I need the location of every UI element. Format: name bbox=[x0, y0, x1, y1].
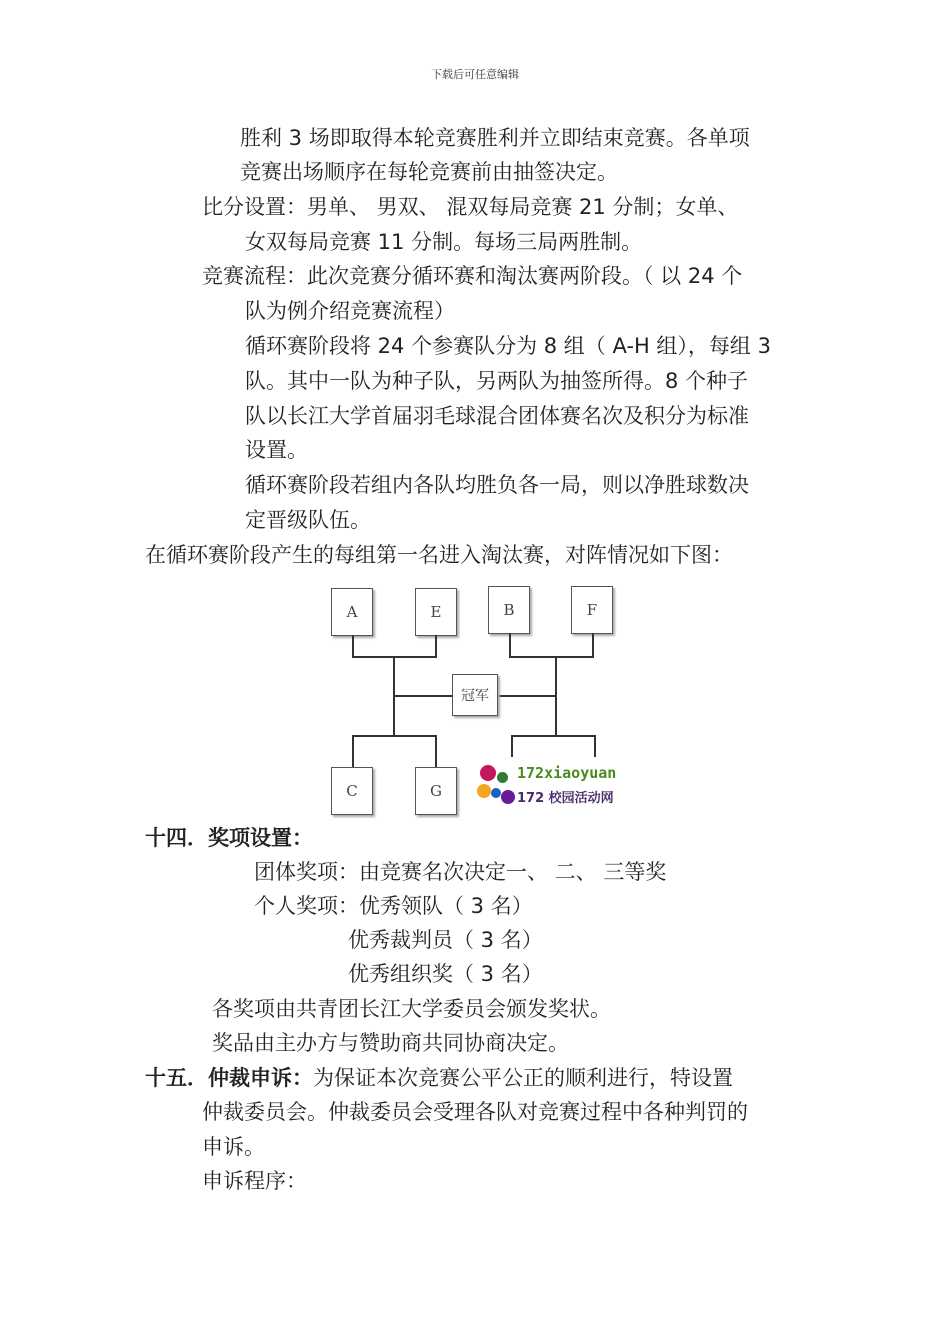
section14-heading: 十四．奖项设置： bbox=[145, 826, 313, 850]
watermark-text-cn: 172 校园活动网 bbox=[517, 791, 614, 806]
award-line: 个人奖项：优秀领队（ 3 名） bbox=[254, 894, 533, 918]
watermark-logo bbox=[477, 762, 647, 812]
body-line: 胜利 3 场即取得本轮竞赛胜利并立即结束竞赛。各单项 bbox=[240, 126, 750, 150]
body-line: 队以长江大学首届羽毛球混合团体赛名次及积分为标准 bbox=[245, 404, 749, 428]
knockout-bracket bbox=[325, 580, 645, 820]
body-line: 在循环赛阶段产生的每组第一名进入淘汰赛，对阵情况如下图： bbox=[145, 543, 733, 567]
watermark-text-latin: 172xiaoyuan bbox=[517, 764, 617, 782]
team-box-b: B bbox=[488, 586, 530, 634]
award-line: 优秀裁判员（ 3 名） bbox=[348, 928, 543, 952]
body-line: 设置。 bbox=[245, 438, 308, 462]
body-line: 队。其中一队为种子队，另两队为抽签所得。8 个种子 bbox=[245, 369, 749, 393]
body-line: 定晋级队伍。 bbox=[245, 508, 371, 532]
body-line: 竞赛出场顺序在每轮竞赛前由抽签决定。 bbox=[240, 160, 618, 184]
award-line: 各奖项由共青团长江大学委员会颁发奖状。 bbox=[212, 997, 611, 1021]
section15-heading: 十五．仲裁申诉： bbox=[145, 1066, 313, 1090]
award-line: 团体奖项：由竞赛名次决定一、 二、 三等奖 bbox=[254, 860, 667, 884]
team-box-a: A bbox=[331, 588, 373, 636]
team-box-g: G bbox=[415, 767, 457, 815]
body-line: 循环赛阶段将 24 个参赛队分为 8 组（ A-H 组），每组 3 bbox=[245, 334, 771, 358]
header-note: 下载后可任意编辑 bbox=[431, 68, 519, 81]
champion-box: 冠军 bbox=[452, 674, 498, 716]
arbitration-line: 申诉程序： bbox=[202, 1169, 307, 1193]
section15-first-line bbox=[145, 1064, 733, 1092]
score-setting-line: 比分设置：男单、 男双、 混双每局竞赛 21 分制；女单、 bbox=[202, 195, 739, 219]
arbitration-line: 仲裁委员会。仲裁委员会受理各队对竞赛过程中各种判罚的 bbox=[202, 1100, 748, 1124]
award-line: 奖品由主办方与赞助商共同协商决定。 bbox=[212, 1031, 569, 1055]
body-line: 循环赛阶段若组内各队均胜负各一局，则以净胜球数决 bbox=[245, 473, 749, 497]
body-line: 队为例介绍竞赛流程） bbox=[245, 299, 455, 323]
team-box-c: C bbox=[331, 767, 373, 815]
arbitration-line: 申诉。 bbox=[202, 1135, 265, 1159]
process-line: 竞赛流程：此次竞赛分循环赛和淘汰赛两阶段。（ 以 24 个 bbox=[202, 264, 743, 288]
section15-lead: 为保证本次竞赛公平公正的顺利进行，特设置 bbox=[313, 1066, 733, 1090]
body-line: 女双每局竞赛 11 分制。每场三局两胜制。 bbox=[245, 230, 643, 254]
team-box-e: E bbox=[415, 588, 457, 636]
award-line: 优秀组织奖（ 3 名） bbox=[348, 962, 543, 986]
team-box-f: F bbox=[571, 586, 613, 634]
